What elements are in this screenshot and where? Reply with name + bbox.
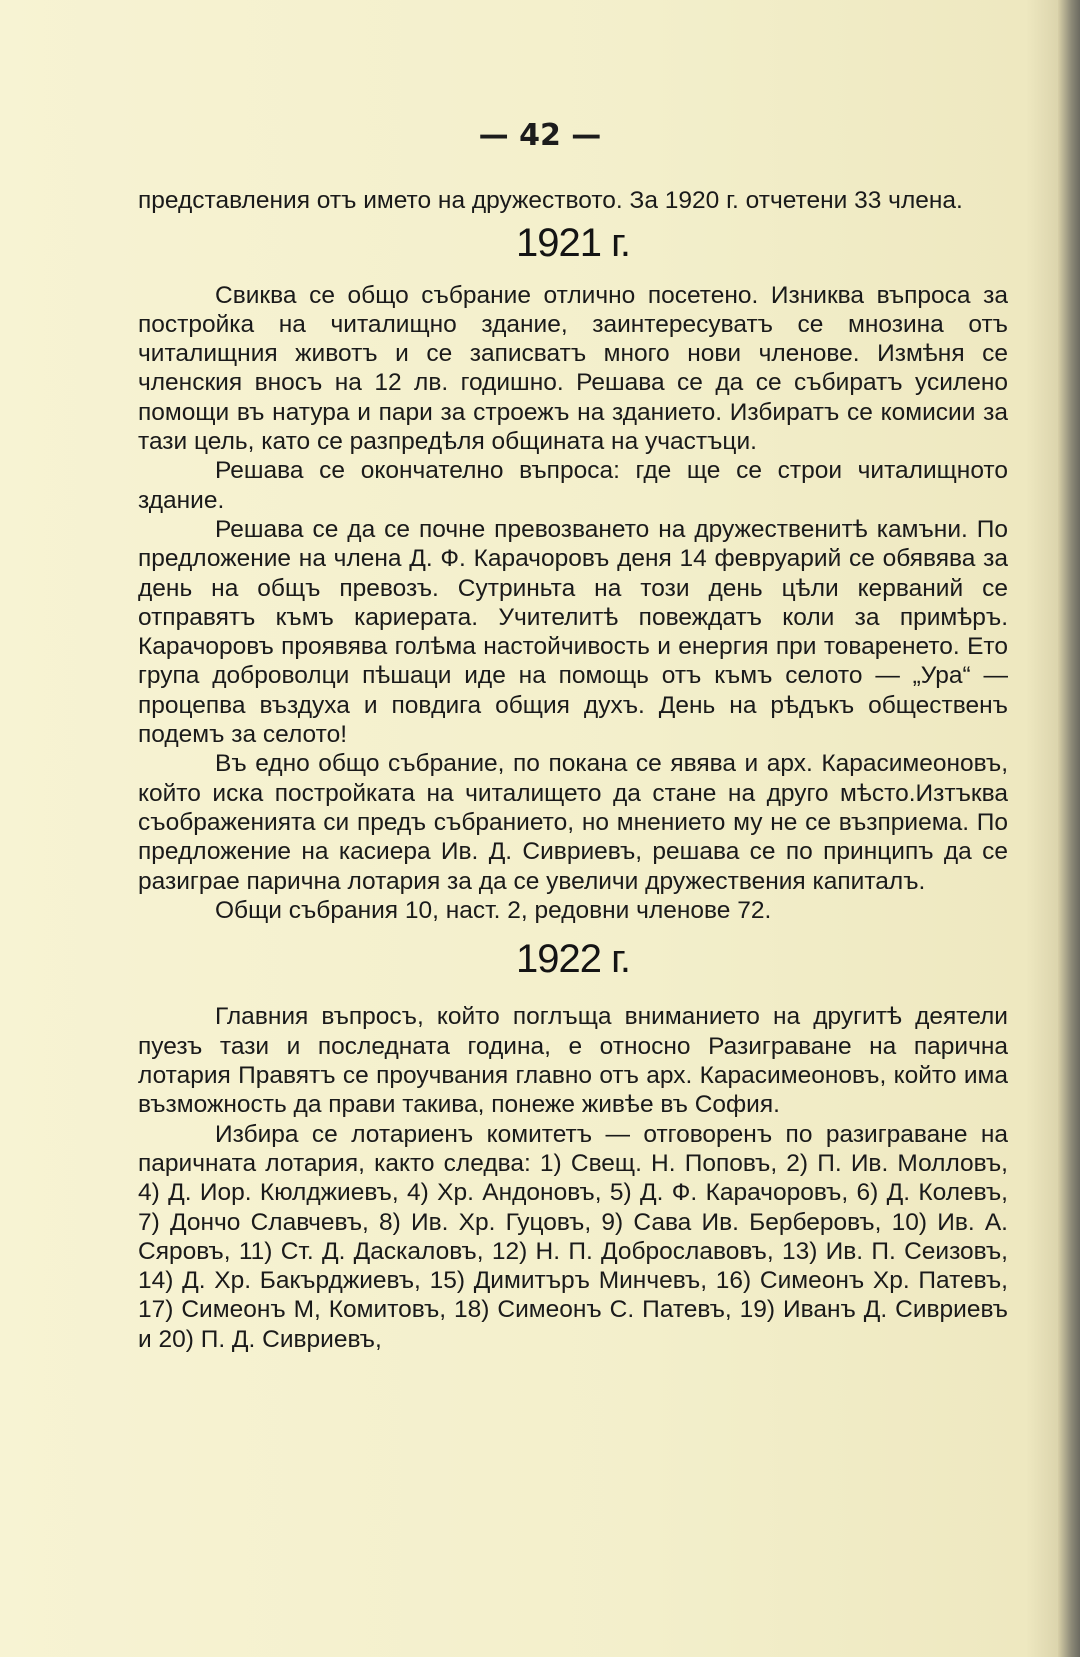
paragraph: Въ едно общо събрание, по покана се явява и арх. Карасимеоновъ, който иска постройката на читалището да стане на друго мѣсто.Изтъква съображенията си предъ събранието, но мнението му не се възприема. По предложение на касиера Ив. Д. Сивриевъ, решава се по принципъ да се разиграе парична лотария за да се увеличи дружествения капиталъ. xyxy=(138,750,1008,895)
intro-paragraph: представления отъ името на дружеството. За 1920 г. отчетени 33 члена. xyxy=(138,187,963,214)
section-heading-1922: 1922 г. xyxy=(516,937,630,982)
page-text xyxy=(138,186,1008,1354)
page-edge xyxy=(1058,0,1080,1657)
paragraph: Решава се окончателно въпроса: где ще се строи читалищното здание. xyxy=(138,457,1008,514)
paragraph: Свиква се общо събрание отлично посетено. Изниква въпроса за постройка на читалищно здание, заинтересуватъ се мнозина отъ читалищния животъ и се записватъ много нови членове. Измѣня се членския вносъ на 12 лв. годишно. Решава се да се събиратъ усилено помощи въ натура и пари за строежъ на зданието. Избиратъ се комисии за тази цель, като се разпредѣля общината на участъци. xyxy=(138,281,1008,456)
paragraph: Избира се лотариенъ комитетъ — отговоренъ по разиграване на паричната лотария, както следва: 1) Свещ. Н. Поповъ, 2) П. Ив. Молловъ, 4) Д. Иор. Кюлджиевъ, 4) Хр. Андоновъ, 5) Д. Ф. Карачоровъ, 6) Д. Колевъ, 7) Дончо Славчевъ, 8) Ив. Хр. Гуцовъ, 9) Сава Ив. Берберовъ, 10) Ив. А. Сяровъ, 11) Ст. Д. Даскаловъ, 12) Н. П. Доброславовъ, 13) Ив. П. Сеизовъ, 14) Д. Хр. Бакърджиевъ, 15) Димитъръ Минчевъ, 16) Симеонъ Хр. Патевъ, 17) Симеонъ М, Комитовъ, 18) Симеонъ С. Патевъ, 19) Иванъ Д. Сивриевъ и 20) П. Д. Сивриевъ, xyxy=(138,1120,1008,1353)
paragraph: Решава се да се почне превозването на дружественитѣ камъни. По предложение на члена Д. Ф. Карачоровъ деня 14 февруарий се обявява за день на общъ превозъ. Сутриньта на този день цѣли керваний се отправятъ къмъ кариерата. Учителитѣ повеждатъ коли за примѣръ. Карачоровъ проявява голѣма настойчивость и енергия при товаренето. Ето група доброволци пѣшаци иде на помощь отъ къмъ селото — „Ура“ — процепва въздуха и повдига общия духъ. День на рѣдъкъ общественъ подемъ за селото! xyxy=(138,515,1008,749)
page-number: — 42 — xyxy=(478,118,602,153)
section-heading-1921: 1921 г. xyxy=(516,221,630,266)
paragraph: Главния въпросъ, който поглъща вниманието на другитѣ деятели пуезъ тази и последната година, е относно Разиграване на парична лотария Правятъ се проучвания главно отъ арх. Карасимеоновъ, който има възможность да прави такива, понеже живѣе въ София. xyxy=(138,1003,1008,1119)
paragraph: Общи събрания 10, наст. 2, редовни членове 72. xyxy=(215,896,772,924)
